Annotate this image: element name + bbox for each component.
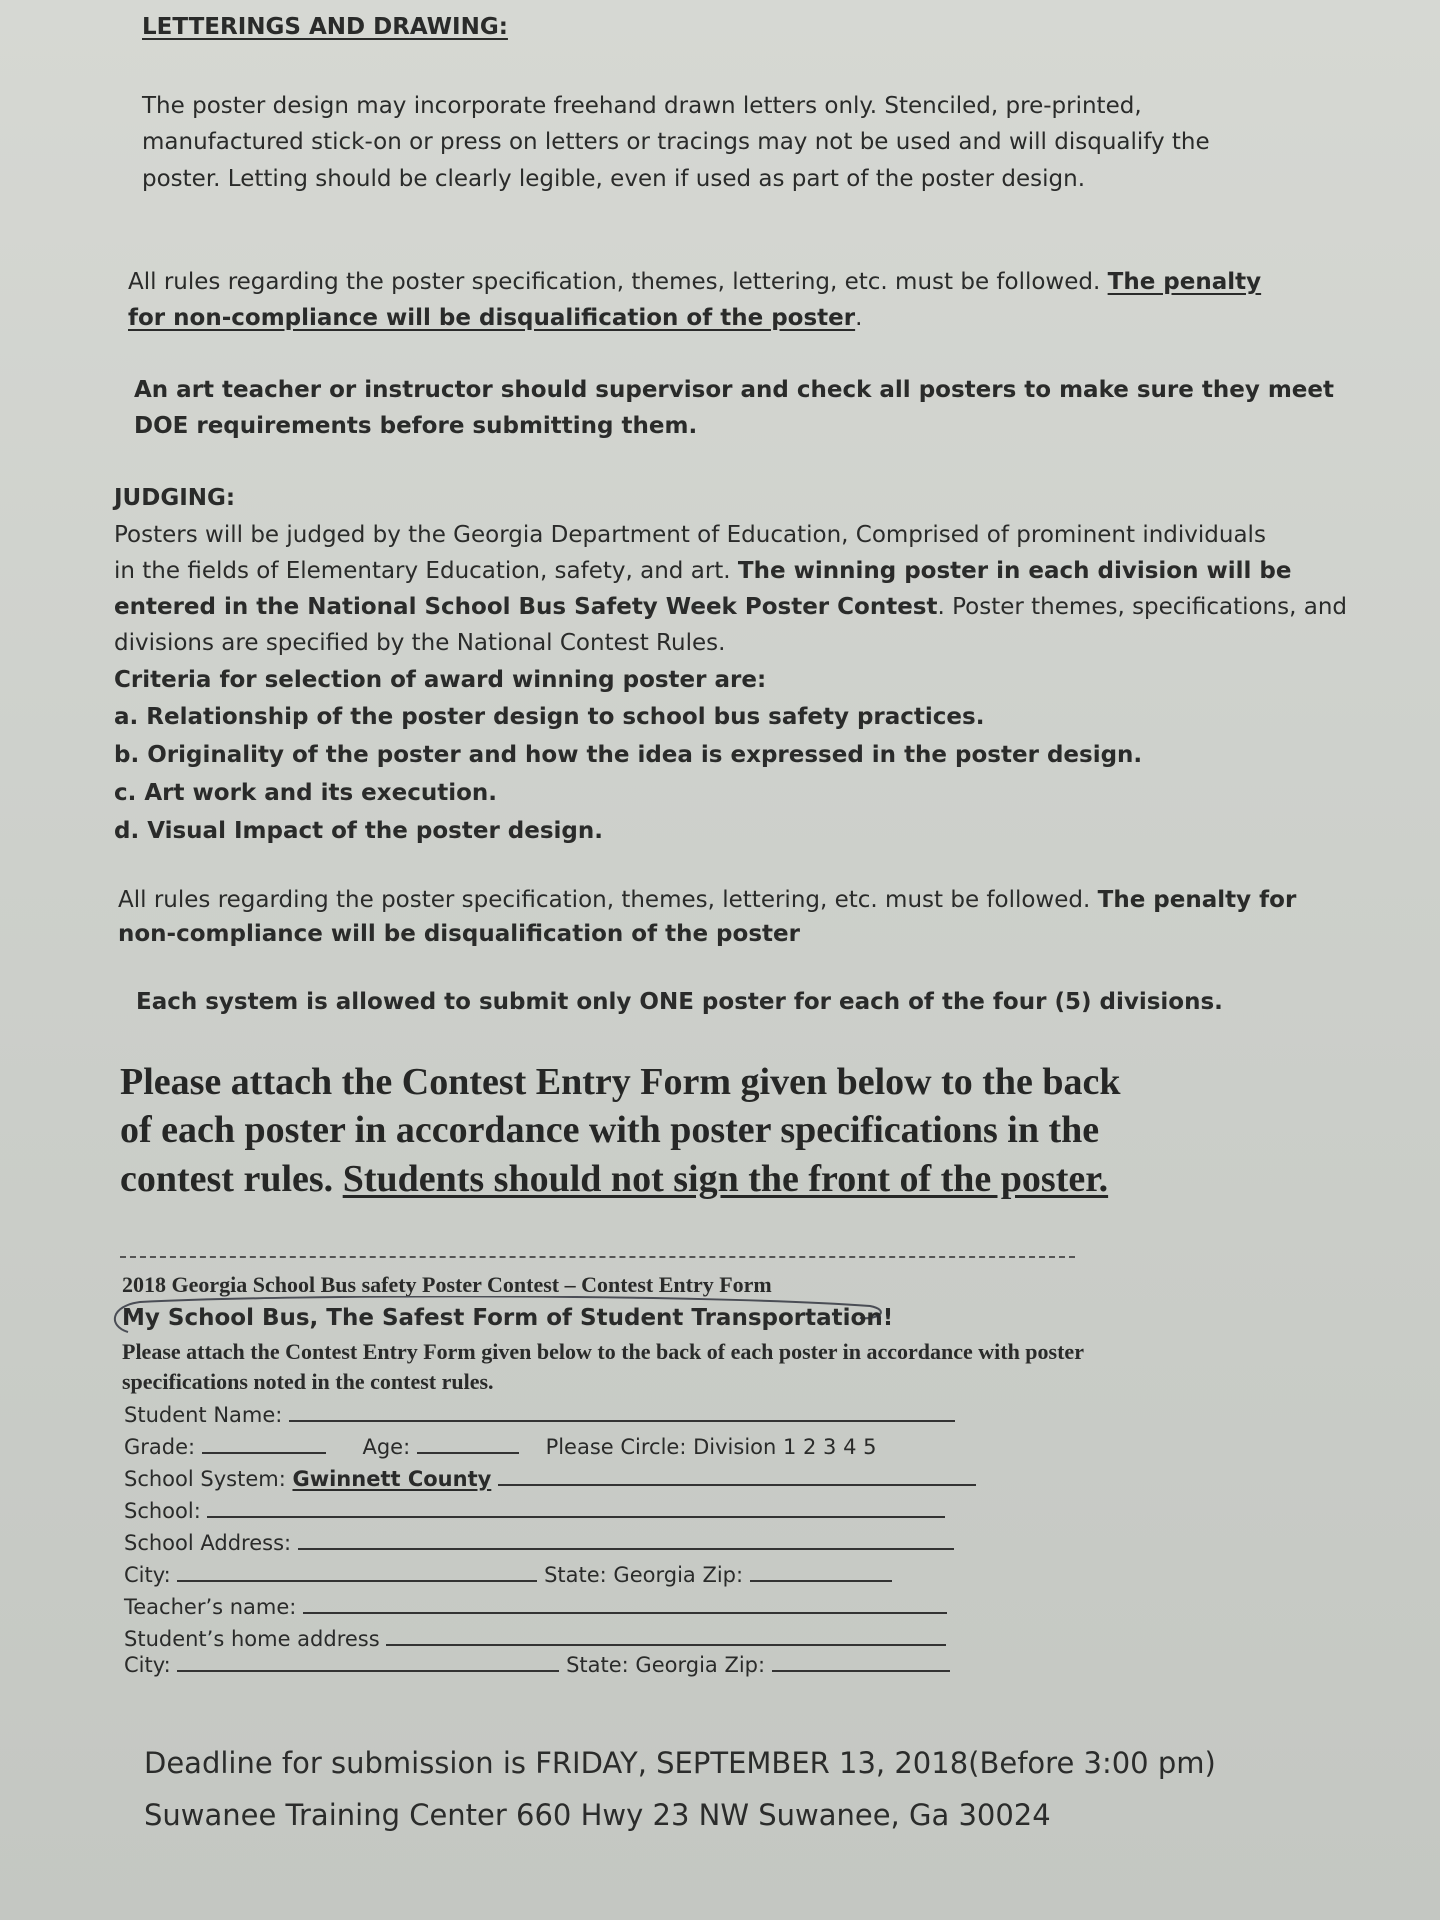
city-blank[interactable] [177,1648,559,1672]
criteria-item: a. Relationship of the poster design to school bus safety practices. [114,704,985,730]
entry-form-title: 2018 Georgia School Bus safety Poster Contest – Contest Entry Form [122,1272,772,1297]
rules-notice-line [118,882,1296,918]
teacher-name-label: Teacher’s name: [124,1595,297,1619]
criteria-item: b. Originality of the poster and how the idea is expressed in the poster design. [114,742,1143,768]
city-state-row [124,1558,892,1591]
letterings-heading: LETTERINGS AND DRAWING: [142,14,508,40]
teacher-name-field [124,1590,947,1623]
penalty-text: The penalty [1107,269,1262,295]
each-system-notice: Each system is allowed to submit only ONE poster for each of the four (5) divisions. [136,989,1223,1015]
rules-notice-line [128,264,1261,300]
school-system-label: School System: [124,1467,286,1491]
letterings-paragraph-line: poster. Letting should be clearly legible, even if used as part of the poster design. [142,166,1085,192]
location-line: Suwanee Training Center 660 Hwy 23 NW Suwanee, Ga 30024 [144,1798,1051,1832]
do-not-sign-notice: Students should not sign the front of the poster. [342,1158,1109,1200]
school-address-label: School Address: [124,1531,292,1555]
age-blank[interactable] [417,1430,519,1454]
judging-text: in the fields of Elementary Education, safety, and art. [114,558,731,584]
school-address-field [124,1526,954,1559]
judging-bold-text: The winning poster in each division will be [737,558,1292,584]
teacher-notice-line: An art teacher or instructor should supervisor and check all posters to make sure they meet [134,377,1334,403]
school-system-field [124,1462,976,1495]
criteria-item: c. Art work and its execution. [114,780,497,806]
penalty-text: for non-compliance will be disqualification of the poster [128,305,856,331]
teacher-notice-line: DOE requirements before submitting them. [134,413,698,439]
city-blank[interactable] [177,1558,537,1582]
judging-line [114,589,1347,625]
state-zip-label: State: Georgia Zip: [544,1563,744,1587]
city-label: City: [124,1653,171,1677]
school-system-value: Gwinnett County [292,1467,492,1491]
judging-text: . Poster themes, specifications, and [937,594,1347,620]
student-name-blank[interactable] [289,1398,955,1422]
rules-notice-line [128,300,862,336]
attach-instruction-line [120,1155,1108,1203]
division-label: Please Circle: Division 1 2 3 4 5 [545,1435,877,1459]
school-label: School: [124,1499,201,1523]
zip-blank[interactable] [772,1648,950,1672]
school-field [124,1494,945,1527]
state-zip-label: State: Georgia Zip: [566,1653,766,1677]
criteria-item: d. Visual Impact of the poster design. [114,818,604,844]
school-blank[interactable] [207,1494,945,1518]
grade-label: Grade: [124,1435,196,1459]
student-name-field[interactable] [124,1398,955,1431]
school-system-blank[interactable] [498,1462,976,1486]
rules-notice-text: All rules regarding the poster specification, themes, lettering, etc. must be followed. [118,887,1091,913]
penalty-text: non-compliance will be disqualification of the poster [118,921,800,947]
form-instruction-line: Please attach the Contest Entry Form given below to the back of each poster in accordance with poster [122,1339,1084,1364]
judging-heading: JUDGING: [114,485,236,511]
entry-form-theme: My School Bus, The Safest Form of Student Transportation! [122,1305,894,1331]
student-name-label: Student Name: [124,1403,283,1427]
form-instruction-line: specifications noted in the contest rules. [122,1369,494,1394]
letterings-paragraph-line: The poster design may incorporate freehand drawn letters only. Stenciled, pre-printed, [142,93,1142,119]
home-address-blank[interactable] [386,1622,946,1646]
grade-age-division-row [124,1430,877,1463]
judging-line [114,553,1291,589]
penalty-text: The penalty for [1097,887,1297,913]
home-address-label: Student’s home address [124,1627,380,1651]
period: . [855,305,863,331]
judging-bold-text: entered in the National School Bus Safety Week Poster Contest [114,594,938,620]
attach-text: contest rules. [120,1158,334,1200]
attach-instruction-line: Please attach the Contest Entry Form given below to the back [120,1061,1121,1103]
city-state-row-2 [124,1648,950,1681]
school-address-blank[interactable] [298,1526,954,1550]
letterings-paragraph-line: manufactured stick-on or press on letters or tracings may not be used and will disqualify the [142,129,1210,155]
city-label: City: [124,1563,171,1587]
rules-notice-text: All rules regarding the poster specification, themes, lettering, etc. must be followed. [128,269,1101,295]
zip-blank[interactable] [750,1558,892,1582]
grade-blank[interactable] [202,1430,326,1454]
judging-line: Posters will be judged by the Georgia Department of Education, Comprised of prominent individuals [114,522,1266,548]
judging-line: divisions are specified by the National Contest Rules. [114,630,726,656]
criteria-heading: Criteria for selection of award winning poster are: [114,667,767,693]
teacher-name-blank[interactable] [303,1590,947,1614]
cut-line [120,1256,1075,1258]
age-label: Age: [362,1435,411,1459]
deadline-line: Deadline for submission is FRIDAY, SEPTEMBER 13, 2018(Before 3:00 pm) [144,1746,1216,1780]
attach-instruction-line: of each poster in accordance with poster specifications in the [120,1109,1100,1151]
